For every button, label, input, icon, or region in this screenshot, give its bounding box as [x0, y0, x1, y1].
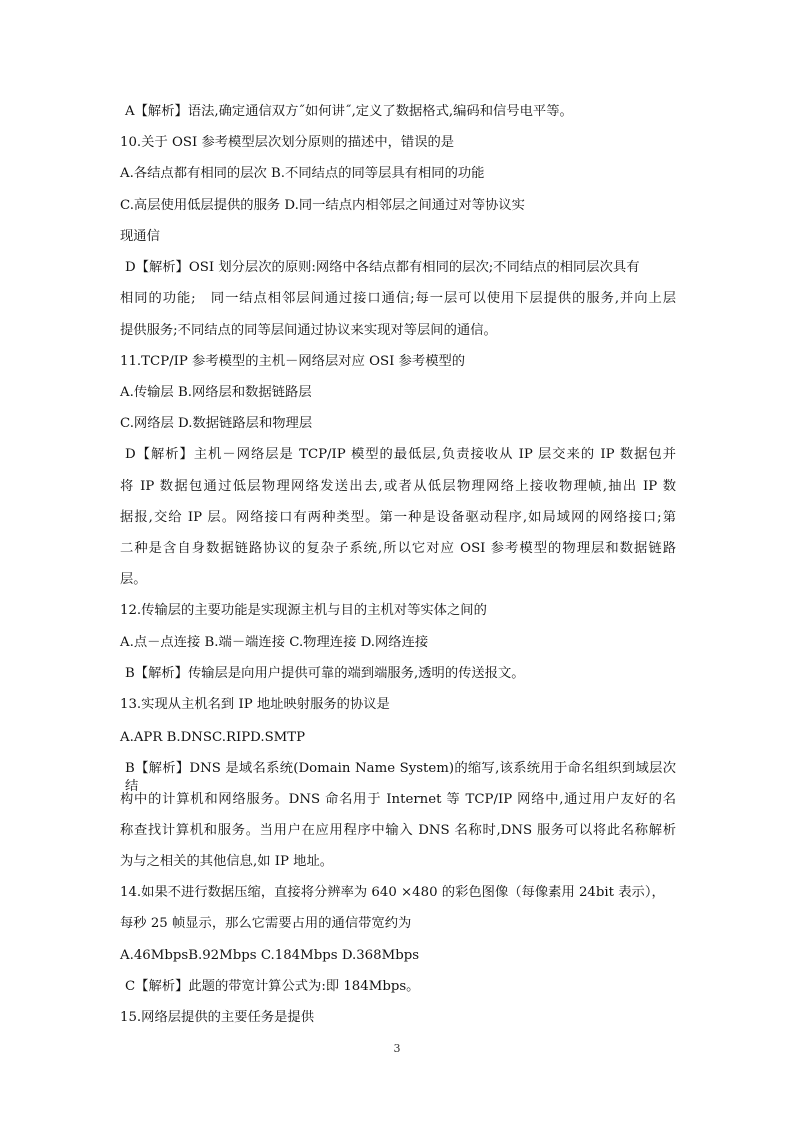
- answer-12-explanation: B【解析】传输层是向用户提供可靠的端到端服务,透明的传送报文。: [125, 666, 525, 681]
- answer-10-explanation-1: D【解析】OSI 划分层次的原则:网络中各结点都有相同的层次;不同结点的相同层次具有: [125, 260, 640, 275]
- question-13-options: A.APR B.DNSC.RIPD.SMTP: [120, 730, 306, 745]
- question-10-options-ab: A.各结点都有相同的层次 B.不同结点的同等层具有相同的功能: [120, 166, 485, 181]
- question-14-options: A.46MbpsB.92Mbps C.184Mbps D.368Mbps: [120, 948, 420, 963]
- answer-13-explanation-2: 构中的计算机和网络服务。DNS 命名用于 Internet 等 TCP/IP 网络中,通过用户友好的名: [120, 792, 676, 807]
- answer-11-explanation-4: 二种是含自身数据链路协议的复杂子系统,所以它对应 OSI 参考模型的物理层和数据链路: [120, 541, 676, 556]
- question-10-options-cd: C.高层使用低层提供的服务 D.同一结点内相邻层之间通过对等协议实: [120, 198, 525, 213]
- question-13: 13.实现从主机名到 IP 地址映射服务的协议是: [120, 697, 390, 712]
- answer-9-explanation: A【解析】语法,确定通信双方˝如何讲˝,定义了数据格式,编码和信号电平等。: [125, 104, 573, 119]
- question-14-line-2: 每秒 25 帧显示，那么它需要占用的通信带宽约为: [120, 916, 412, 931]
- question-10: 10.关于 OSI 参考模型层次划分原则的描述中，错误的是: [120, 135, 455, 150]
- page-number: 3: [393, 1042, 401, 1055]
- question-12-options: A.点－点连接 B.端－端连接 C.物理连接 D.网络连接: [120, 635, 429, 650]
- answer-10-explanation-2: 相同的功能; 同一结点相邻层间通过接口通信;每一层可以使用下层提供的服务,并向上层: [120, 291, 676, 306]
- question-15: 15.网络层提供的主要任务是提供: [120, 1010, 315, 1025]
- answer-14-explanation: C【解析】此题的带宽计算公式为:即 184Mbps。: [125, 979, 420, 994]
- answer-13-explanation-4: 为与之相关的其他信息,如 IP 地址。: [120, 854, 334, 869]
- question-11-options-ab: A.传输层 B.网络层和数据链路层: [120, 385, 312, 400]
- answer-11-explanation-5: 层。: [120, 572, 147, 587]
- question-11: 11.TCP/IP 参考模型的主机－网络层对应 OSI 参考模型的: [120, 354, 466, 369]
- question-12: 12.传输层的主要功能是实现源主机与目的主机对等实体之间的: [120, 603, 487, 618]
- question-14-line-1: 14.如果不进行数据压缩，直接将分辨率为 640 ×480 的彩色图像（每像素用 24bit 表示），: [120, 885, 665, 900]
- answer-11-explanation-1: D【解析】主机－网络层是 TCP/IP 模型的最低层,负责接收从 IP 层交来的 IP 数据包并: [125, 447, 676, 462]
- question-10-options-cd-cont: 现通信: [120, 229, 160, 244]
- answer-13-explanation-1: B【解析】DNS 是域名系统(Domain Name System)的缩写,该系统用于命名组织到域层次结: [125, 761, 676, 794]
- question-11-options-cd: C.网络层 D.数据链路层和物理层: [120, 416, 313, 431]
- answer-11-explanation-2: 将 IP 数据包通过低层物理网络发送出去,或者从低层物理网络上接收物理帧,抽出 IP 数: [120, 479, 676, 494]
- answer-13-explanation-3: 称查找计算机和服务。当用户在应用程序中输入 DNS 名称时,DNS 服务可以将此名称解析: [120, 823, 676, 838]
- answer-10-explanation-3: 提供服务;不同结点的同等层间通过协议来实现对等层间的通信。: [120, 323, 497, 338]
- answer-11-explanation-3: 据报,交给 IP 层。网络接口有两种类型。第一种是设备驱动程序,如局域网的网络接口;第: [120, 510, 676, 525]
